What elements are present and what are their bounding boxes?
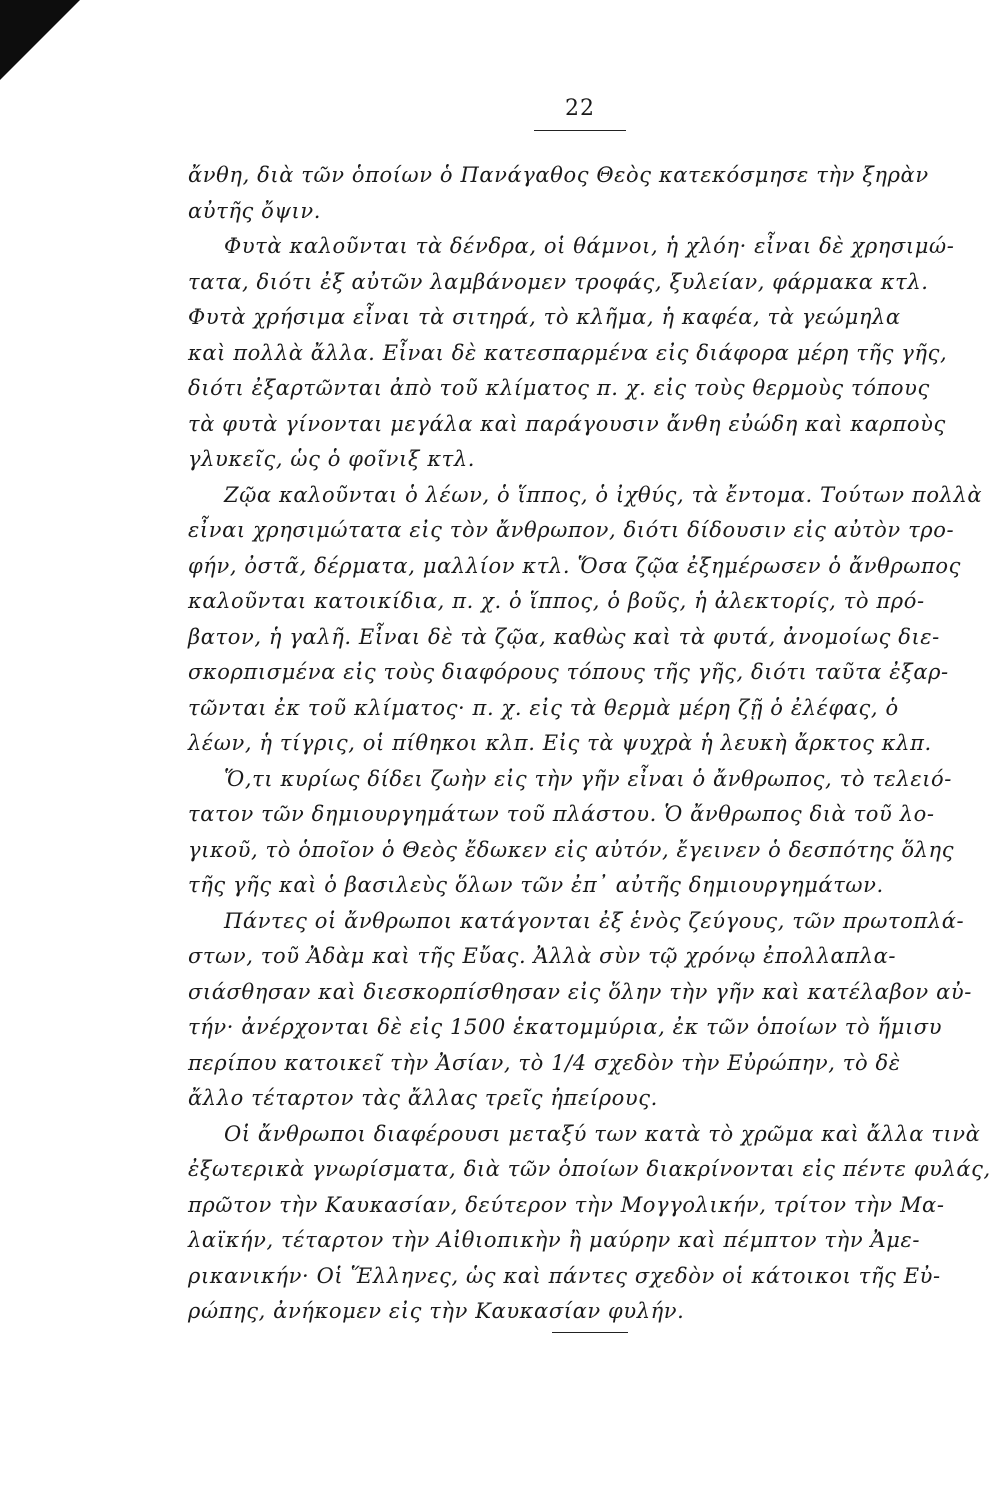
text-line: περίπου κατοικεῖ τὴν Ἀσίαν, τὸ 1/4 σχεδὸν τὴν Εὐρώπην, τὸ δὲ bbox=[188, 1050, 901, 1075]
text-line: πρῶτον τὴν Καυκασίαν, δεύτερον τὴν Μογγολικήν, τρίτον τὴν Μα- bbox=[188, 1192, 945, 1217]
page-number-rule bbox=[534, 130, 626, 131]
text-line: ρώπης, ἀνήκομεν εἰς τὴν Καυκασίαν φυλήν. bbox=[188, 1299, 685, 1323]
text-line: σκορπισμένα εἰς τοὺς διαφόρους τόπους τῆς γῆς, διότι ταῦτα ἐξαρ- bbox=[188, 660, 949, 684]
text-line: τήν· ἀνέρχονται δὲ εἰς 1500 ἑκατομμύρια, ἐκ τῶν ὁποίων τὸ ἥμισυ bbox=[188, 1015, 943, 1039]
text-line: καὶ πολλὰ ἄλλα. Εἶναι δὲ κατεσπαρμένα εἰς διάφορα μέρη τῆς γῆς, bbox=[188, 340, 948, 365]
text-line: φήν, ὀστᾶ, δέρματα, μαλλίον κτλ. Ὅσα ζῷα ἐξημέρωσεν ὁ ἄνθρωπος bbox=[188, 553, 962, 578]
text-line: ἄνθη, διὰ τῶν ὁποίων ὁ Πανάγαθος Θεὸς κατεκόσμησε τὴν ξηρὰν bbox=[188, 163, 929, 187]
text-line: Φυτὰ χρήσιμα εἶναι τὰ σιτηρά, τὸ κλῆμα, ἡ καφέα, τὰ γεώμηλα bbox=[188, 305, 901, 329]
text-line: λαϊκήν, τέταρτον τὴν Αἰθιοπικὴν ἢ μαύρην καὶ πέμπτον τὴν Ἀμε- bbox=[188, 1228, 921, 1252]
page-number: 22 bbox=[565, 96, 595, 121]
text-line: τατα, διότι ἐξ αὐτῶν λαμβάνομεν τροφάς, ξυλείαν, φάρμακα κτλ. bbox=[188, 269, 929, 294]
text-line: λέων, ἡ τίγρις, οἱ πίθηκοι κλπ. Εἰς τὰ ψυχρὰ ἡ λευκὴ ἄρκτος κλπ. bbox=[188, 731, 932, 755]
text-line: βατον, ἡ γαλῆ. Εἶναι δὲ τὰ ζῷα, καθὼς καὶ τὰ φυτά, ἀνομοίως διε- bbox=[188, 624, 940, 649]
scan-corner-shadow bbox=[0, 0, 80, 80]
text-line: γικοῦ, τὸ ὁποῖον ὁ Θεὸς ἔδωκεν εἰς αὐτόν, ἔγεινεν ὁ δεσπότης ὅλης bbox=[188, 837, 955, 862]
text-line: τατον τῶν δημιουργημάτων τοῦ πλάστου. Ὁ ἄνθρωπος διὰ τοῦ λο- bbox=[188, 802, 935, 826]
text-line: τῆς γῆς καὶ ὁ βασιλεὺς ὅλων τῶν ἐπ᾽ αὐτῆς δημιουργημάτων. bbox=[188, 873, 884, 897]
text-line: Οἱ ἄνθρωποι διαφέρουσι μεταξύ των κατὰ τὸ χρῶμα καὶ ἄλλα τινὰ bbox=[224, 1121, 981, 1146]
text-line: ἐξωτερικὰ γνωρίσματα, διὰ τῶν ὁποίων διακρίνονται εἰς πέντε φυλάς, bbox=[188, 1157, 991, 1181]
text-line: Ὅ,τι κυρίως δίδει ζωὴν εἰς τὴν γῆν εἶναι ὁ ἄνθρωπος, τὸ τελειό- bbox=[224, 766, 952, 791]
text-line: ἄλλο τέταρτον τὰς ἄλλας τρεῖς ἠπείρους. bbox=[188, 1086, 658, 1110]
text-line: Ζῷα καλοῦνται ὁ λέων, ὁ ἵππος, ὁ ἰχθύς, τὰ ἔντομα. Τούτων πολλὰ bbox=[224, 482, 983, 507]
text-line: γλυκεῖς, ὡς ὁ φοῖνιξ κτλ. bbox=[188, 447, 476, 471]
text-line: ρικανικήν· Οἱ Ἕλληνες, ὡς καὶ πάντες σχεδὸν οἱ κάτοικοι τῆς Εὐ- bbox=[188, 1263, 941, 1288]
text-line: καλοῦνται κατοικίδια, π. χ. ὁ ἵππος, ὁ βοῦς, ἡ ἀλεκτορίς, τὸ πρό- bbox=[188, 589, 925, 613]
text-line: τῶνται ἐκ τοῦ κλίματος· π. χ. εἰς τὰ θερμὰ μέρη ζῇ ὁ ἐλέφας, ὁ bbox=[188, 695, 899, 720]
end-rule bbox=[552, 1332, 628, 1333]
text-line: αὐτῆς ὄψιν. bbox=[188, 198, 321, 223]
text-line: στων, τοῦ Ἀδὰμ καὶ τῆς Εὔας. Ἀλλὰ σὺν τῷ χρόνῳ ἐπολλαπλα- bbox=[188, 944, 897, 968]
text-line: τὰ φυτὰ γίνονται μεγάλα καὶ παράγουσιν ἄνθη εὐώδη καὶ καρποὺς bbox=[188, 411, 946, 436]
text-line: Πάντες οἱ ἄνθρωποι κατάγονται ἐξ ἑνὸς ζεύγους, τῶν πρωτοπλά- bbox=[224, 908, 965, 933]
body-text bbox=[188, 158, 1002, 1330]
text-line: εἶναι χρησιμώτατα εἰς τὸν ἄνθρωπον, διότι δίδουσιν εἰς αὐτὸν τρο- bbox=[188, 518, 955, 542]
text-line: διότι ἐξαρτῶνται ἀπὸ τοῦ κλίματος π. χ. εἰς τοὺς θερμοὺς τόπους bbox=[188, 376, 930, 400]
text-line: Φυτὰ καλοῦνται τὰ δένδρα, οἱ θάμνοι, ἡ χλόη· εἶναι δὲ χρησιμώ- bbox=[224, 234, 955, 258]
text-line: σιάσθησαν καὶ διεσκορπίσθησαν εἰς ὅλην τὴν γῆν καὶ κατέλαβον αὐ- bbox=[188, 979, 972, 1004]
